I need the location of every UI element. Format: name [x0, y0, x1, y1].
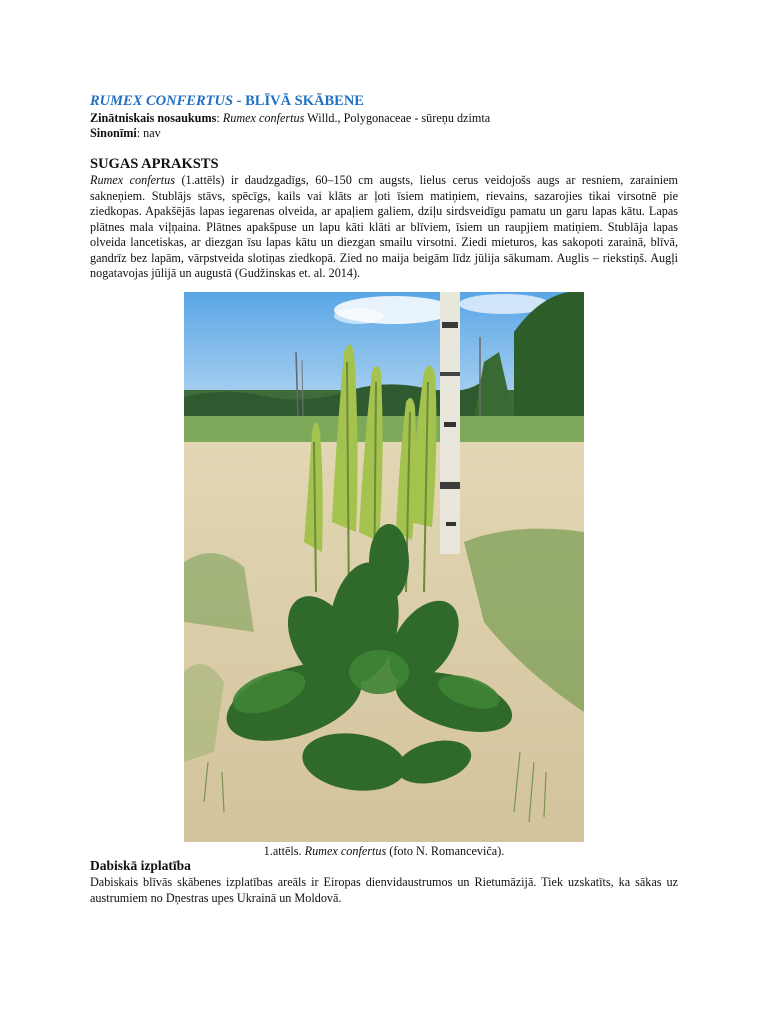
caption-species: Rumex confertus: [304, 844, 387, 858]
synonyms-line: [90, 126, 161, 141]
scientific-name-line: [90, 111, 490, 126]
description-paragraph: [90, 173, 678, 282]
distribution-paragraph: Dabiskais blīvās skābenes izplatības areāls ir Eiropas dienvidaustrumos un Rietumāzijā. Tiek uzskatīts, ka sākas uz austrumiem no Dņestras upes Ukrainā un Moldovā.: [90, 875, 678, 905]
plant-photo-illustration: [184, 292, 584, 842]
title-latin: RUMEX CONFERTUS: [90, 93, 234, 109]
species-title: [90, 93, 364, 110]
caption-credit: (foto N. Romanceviča).: [386, 844, 505, 858]
title-separator: -: [233, 93, 246, 109]
scientific-name: Rumex confertus: [222, 111, 305, 125]
scientific-name-colon: :: [216, 111, 223, 125]
description-text: (1.attēls) ir daudzgadīgs, 60–150 cm augsts, lielus cerus veidojošs augs ar resniem, zarainiem sakneņiem. Stublājs stāvs, spēcīgs, kails vai klāts ar ļoti īsiem matiņiem, rievains, sazarojies tikai virsotnē pie ziedkopas. Apakšējās lapas iegarenas olveida, ar apaļiem galiem, dziļu sirdsveidīgu pamatu un garu lapas kātu. Lapas plātnes mala viļņaina. Plātnes apakšpuse un lapu kāti klāti ar blīviem, īsiem un raupjiem matiņiem. Stublāja lapas olveida lancetiskas, ar diezgan īsu lapas kātu un diezgan smailu virsotni. Ziedi mieturos, kas sakopoti zarainā, blīvā, gandrīz bez lapām, vārpstveida slotiņas ziedkopā. Zied no maija beigām līdz jūlija sākumam. Auglis – riekstiņš. Augļi nogatavojas jūlijā un augustā (Gudžinskas et. al. 2014).: [90, 173, 678, 280]
title-local: BLĪVĀ SKĀBENE: [245, 93, 364, 109]
description-lead-species: Rumex confertus: [90, 173, 175, 187]
distribution-heading: Dabiskā izplatība: [90, 858, 191, 873]
figure-caption: [0, 844, 768, 859]
description-heading: SUGAS APRAKSTS: [90, 156, 219, 172]
synonyms-label: Sinonīmi: [90, 126, 137, 140]
plant-photo: [184, 292, 584, 842]
caption-prefix: 1.attēls.: [263, 844, 305, 858]
scientific-name-label: Zinātniskais nosaukums: [90, 111, 217, 125]
scientific-name-authority: Willd., Polygonaceae - sūreņu dzimta: [304, 111, 491, 125]
synonyms-value: : nav: [136, 126, 161, 140]
